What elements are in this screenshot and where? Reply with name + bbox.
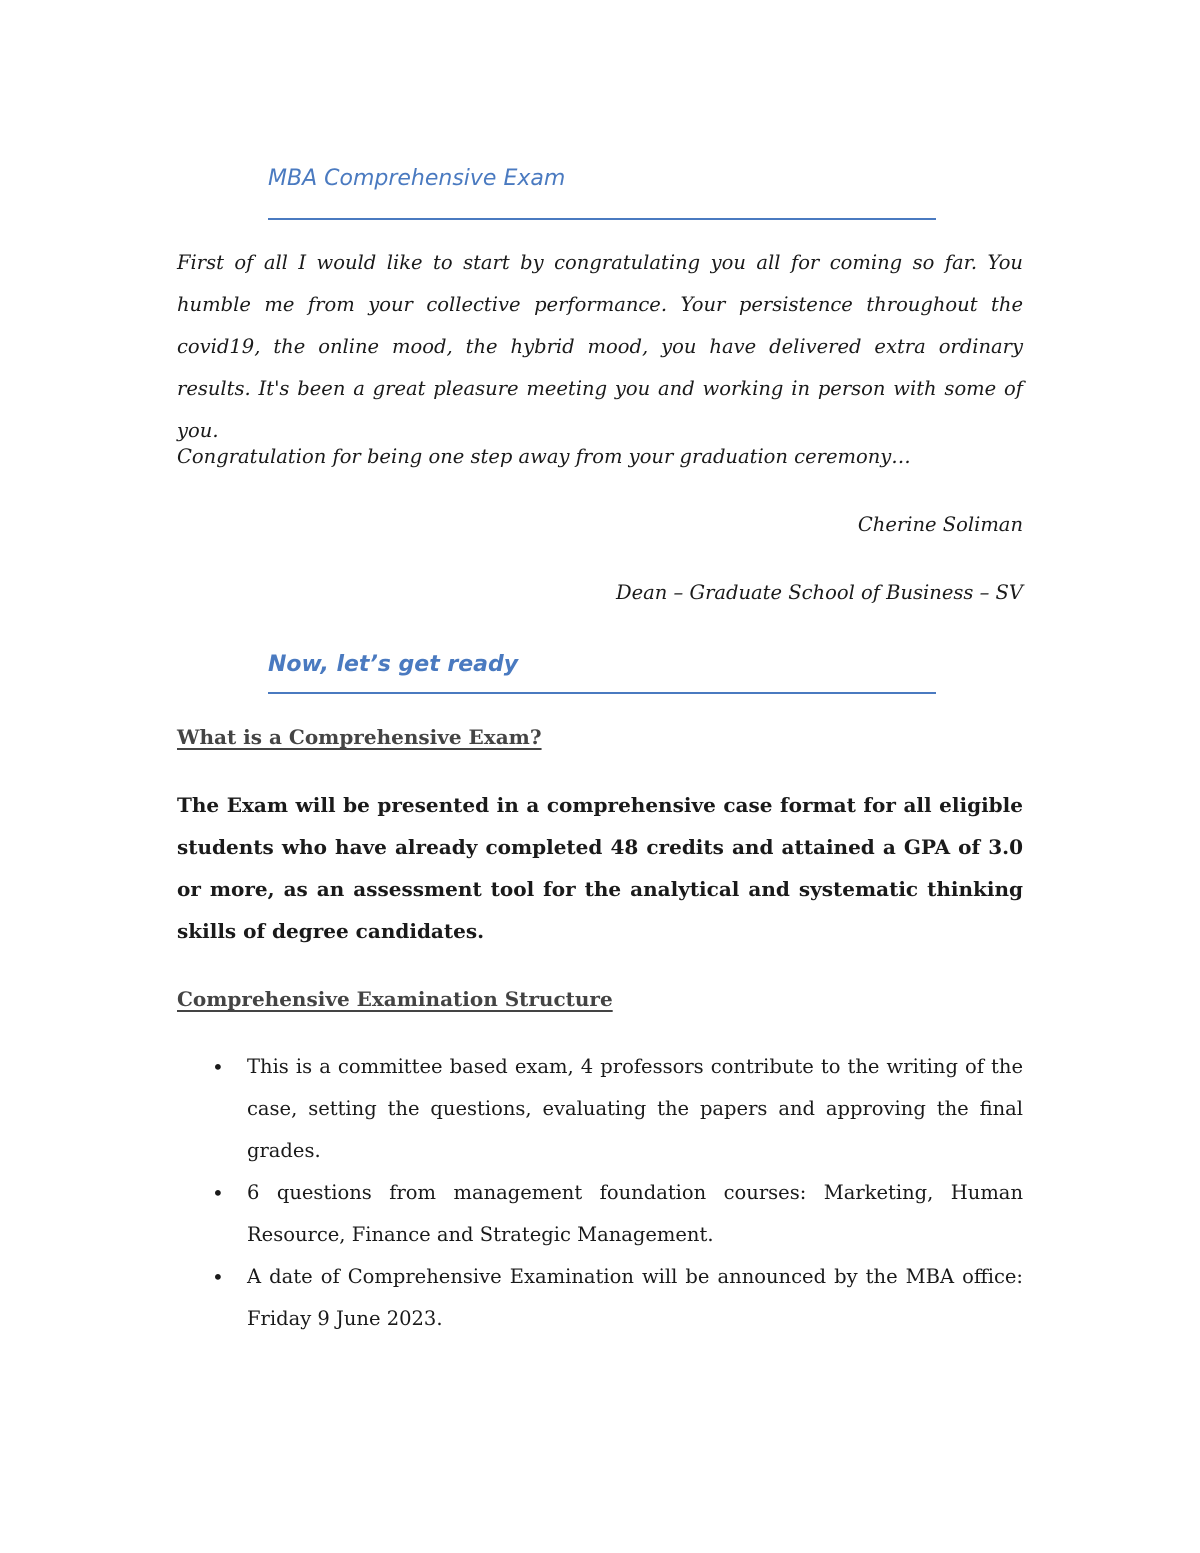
signature-name: Cherine Soliman: [857, 513, 1023, 536]
list-item-text: 6 questions from management foundation courses: Marketing, Human Resource, Finance and Strategic Management.: [247, 1181, 1023, 1246]
structure-list: [177, 1046, 1023, 1340]
bullet-icon: •: [212, 1265, 224, 1289]
list-item: [177, 1046, 1023, 1172]
list-item-text: A date of Comprehensive Examination will be announced by the MBA office: Friday 9 June 2023.: [247, 1265, 1023, 1330]
get-ready-heading: Now, let’s get ready: [268, 650, 936, 694]
exam-description: [177, 784, 1023, 952]
section-title-exam-structure: Comprehensive Examination Structure: [177, 987, 613, 1011]
section-title-comprehensive-exam: What is a Comprehensive Exam?: [177, 725, 542, 749]
list-item-text: This is a committee based exam, 4 professors contribute to the writing of the case, setting the questions, evaluating the papers and approving the final grades.: [247, 1055, 1023, 1162]
signature-title: Dean – Graduate School of Business – SV: [615, 581, 1023, 604]
exam-description-part2: an assessment tool for the analytical and systematic thinking skills of degree candidates.: [177, 877, 1023, 943]
exam-description-part1: The Exam will be presented in a comprehensive case format for all eligible students who have already completed 48 credits and attained a GPA of 3.0 or more, as: [177, 793, 1023, 901]
bullet-icon: •: [212, 1055, 224, 1079]
intro-paragraph: First of all I would like to start by congratulating you all for coming so far. You humble me from your collective performance. Your persistence throughout the covid19, the online mood, the hybrid mood, you have delivered extra ordinary results. It's been a great pleasure meeting you and working in person with some of you.: [177, 251, 1023, 442]
list-item: [177, 1256, 1023, 1340]
bullet-icon: •: [212, 1181, 224, 1205]
document-title: MBA Comprehensive Exam: [268, 164, 936, 220]
congratulation-paragraph: Congratulation for being one step away from your graduation ceremony…: [177, 445, 911, 468]
list-item: [177, 1172, 1023, 1256]
